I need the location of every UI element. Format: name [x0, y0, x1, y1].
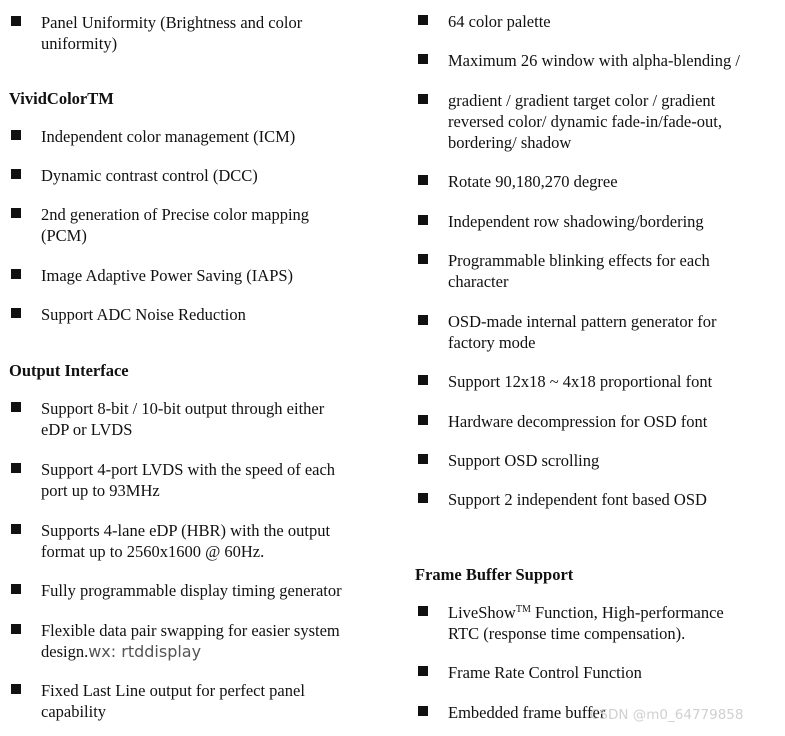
list-item-text: Support 2 independent font based OSD	[448, 490, 707, 509]
section-heading-vividcolor: VividColorTM	[9, 89, 114, 108]
list-item-text: Supports 4-lane eDP (HBR) with the output format up to 2560x1600 @ 60Hz.	[41, 521, 331, 561]
list-item-text: Support ADC Noise Reduction	[41, 305, 246, 324]
bullet-icon	[11, 584, 21, 594]
bullet-icon	[11, 208, 21, 218]
csdn-watermark: CSDN @m0_64779858	[590, 707, 744, 723]
bullet-icon	[418, 254, 428, 264]
bullet-icon	[11, 463, 21, 473]
bullet-icon	[418, 493, 428, 503]
bullet-icon	[418, 454, 428, 464]
bullet-icon	[11, 524, 21, 534]
list-item-text: Support 12x18 ~ 4x18 proportional font	[448, 372, 713, 391]
liveshow-line2: RTC (response time compensation).	[448, 624, 686, 643]
list-item-text: Rotate 90,180,270 degree	[448, 172, 618, 191]
list-item-text: gradient / gradient target color / gradient reversed color/ dynamic fade-in/fade-out, bordering/ shadow	[448, 91, 722, 152]
bullet-icon	[418, 415, 428, 425]
list-item-text: Support 4-port LVDS with the speed of each port up to 93MHz	[41, 460, 336, 500]
list-item-text: Support 8-bit / 10-bit output through either eDP or LVDS	[41, 399, 325, 439]
list-item-text: Embedded frame buffer	[448, 703, 606, 722]
list-item-text: OSD-made internal pattern generator for factory mode	[448, 312, 717, 352]
list-item-text	[448, 602, 785, 644]
list-item-text: Fully programmable display timing generator	[41, 581, 342, 600]
bullet-icon	[11, 624, 21, 634]
bullet-icon	[418, 175, 428, 185]
list-item-text: Maximum 26 window with alpha-blending /	[448, 51, 740, 70]
list-item-text: Independent color management (ICM)	[41, 127, 296, 146]
bullet-icon	[11, 169, 21, 179]
bullet-icon	[418, 375, 428, 385]
bullet-icon	[418, 54, 428, 64]
list-item-text	[41, 620, 400, 662]
list-item-text: Panel Uniformity (Brightness and color uniformity)	[41, 13, 303, 53]
list-item-text: 2nd generation of Precise color mapping (PCM)	[41, 205, 310, 245]
bullet-icon	[418, 606, 428, 616]
bullet-icon	[11, 16, 21, 26]
bullet-icon	[418, 215, 428, 225]
list-item-text: Fixed Last Line output for perfect panel capability	[41, 681, 305, 721]
bullet-icon	[11, 308, 21, 318]
list-item-text: Support OSD scrolling	[448, 451, 600, 470]
bullet-icon	[418, 15, 428, 25]
list-item-text: Independent row shadowing/bordering	[448, 212, 704, 231]
list-item-text: Hardware decompression for OSD font	[448, 412, 708, 431]
bullet-icon	[11, 402, 21, 412]
bullet-icon	[11, 130, 21, 140]
liveshow-name: LiveShow	[448, 603, 516, 622]
list-item-text: Image Adaptive Power Saving (IAPS)	[41, 266, 294, 285]
bullet-icon	[11, 269, 21, 279]
list-item-text: Dynamic contrast control (DCC)	[41, 166, 258, 185]
trademark-sup: TM	[515, 604, 531, 615]
list-item-text: Frame Rate Control Function	[448, 663, 642, 682]
bullet-icon	[418, 706, 428, 716]
bullet-icon	[418, 666, 428, 676]
list-item-line: design.	[41, 642, 89, 661]
list-item-line: Flexible data pair swapping for easier system	[41, 621, 340, 640]
liveshow-rest: Function, High-performance	[530, 603, 724, 622]
list-item-text: 64 color palette	[448, 12, 551, 31]
section-heading-output-interface: Output Interface	[9, 361, 129, 380]
inline-watermark: wx: rtddisplay	[88, 642, 202, 661]
list-item-text: Programmable blinking effects for each character	[448, 251, 710, 291]
bullet-icon	[418, 315, 428, 325]
section-heading-frame-buffer: Frame Buffer Support	[415, 565, 574, 584]
bullet-icon	[11, 684, 21, 694]
bullet-icon	[418, 94, 428, 104]
